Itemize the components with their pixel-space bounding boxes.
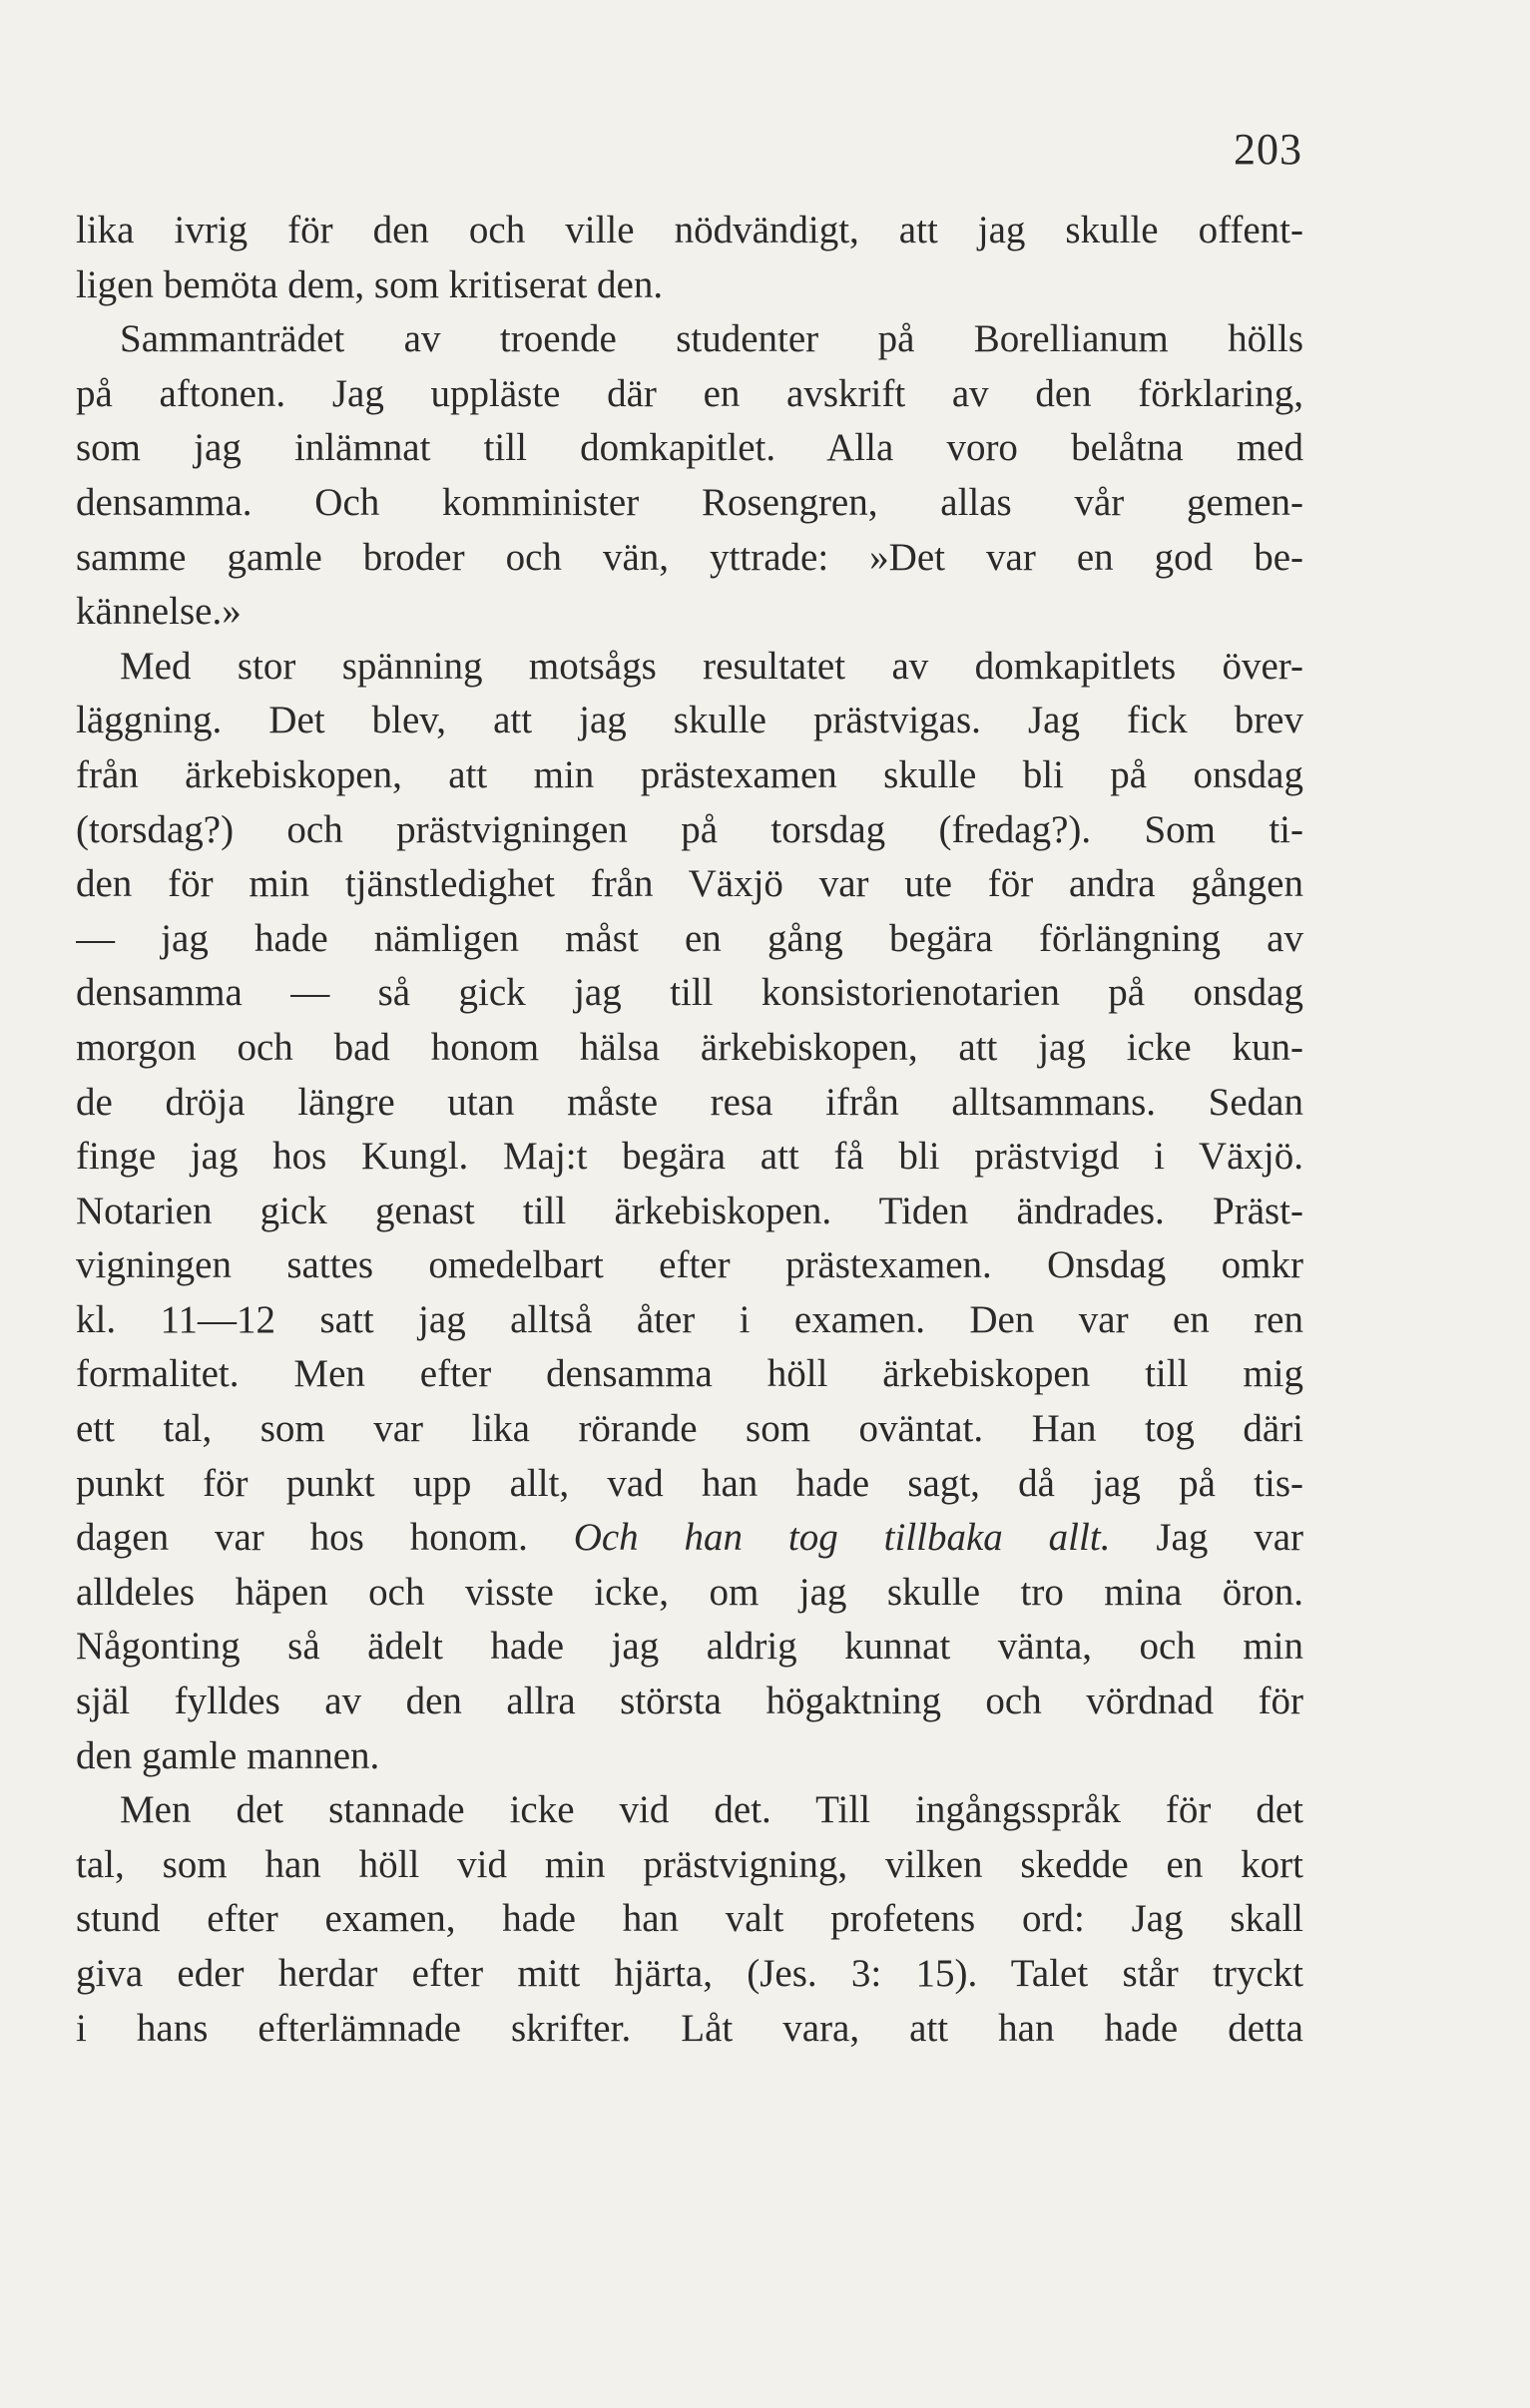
text-line: alldeles häpen och visste icke, om jag skulle tro mina öron. (76, 1570, 1303, 1614)
text-line: kännelse.» (76, 590, 242, 634)
text-line: Sammanträdet av troende studenter på Borellianum hölls (120, 317, 1303, 361)
text-line: kl. 11—12 satt jag alltså åter i examen. Den var en ren (76, 1297, 1303, 1341)
italic-emphasis: Och han tog tillbaka allt. (573, 1516, 1111, 1560)
text-line: tal, som han höll vid min prästvigning, vilken skedde en kort (76, 1842, 1303, 1886)
text-line: från ärkebiskopen, att min prästexamen skulle bli på onsdag (76, 752, 1303, 796)
text-line: Men det stannade icke vid det. Till ingångsspråk för det (120, 1788, 1303, 1832)
text-segment: Jag var (1110, 1516, 1303, 1560)
text-line: de dröja längre utan måste resa ifrån alltsammans. Sedan (76, 1080, 1303, 1124)
text-line: (torsdag?) och prästvigningen på torsdag (fredag?). Som ti- (76, 807, 1303, 851)
text-line: lika ivrig för den och ville nödvändigt, att jag skulle offent- (76, 209, 1303, 251)
text-line: själ fylldes av den allra största högaktning och vördnad för (76, 1680, 1303, 1723)
text-line: finge jag hos Kungl. Maj:t begära att få bli prästvigd i Växjö. (76, 1135, 1303, 1179)
text-line: punkt för punkt upp allt, vad han hade sagt, då jag på tis- (76, 1461, 1303, 1505)
text-line: på aftonen. Jag uppläste där en avskrift av den förklaring, (76, 371, 1303, 415)
text-line: ett tal, som var lika rörande som oväntat. Han tog däri (76, 1407, 1303, 1451)
text-line: som jag inlämnat till domkapitlet. Alla voro belåtna med (76, 426, 1303, 470)
text-line: Med stor spänning motsågs resultatet av domkapitlets över- (120, 644, 1303, 688)
text-line: Någonting så ädelt hade jag aldrig kunnat vänta, och min (76, 1625, 1303, 1669)
text-line (76, 1511, 1303, 1566)
text-line: stund efter examen, hade han valt profetens ord: Jag skall (76, 1897, 1303, 1941)
text-line: den för min tjänstledighet från Växjö var ute för andra gången (76, 862, 1303, 906)
text-line: morgon och bad honom hälsa ärkebiskopen, att jag icke kun- (76, 1025, 1303, 1069)
text-line: — jag hade nämligen måst en gång begära förlängning av (76, 916, 1303, 960)
text-line: läggning. Det blev, att jag skulle prästvigas. Jag fick brev (76, 699, 1303, 742)
text-line: vigningen sattes omedelbart efter prästexamen. Onsdag omkr (76, 1243, 1303, 1287)
text-line: samme gamle broder och vän, yttrade: »Det var en god be- (76, 535, 1303, 579)
text-line: den gamle mannen. (76, 1733, 380, 1777)
text-line: i hans efterlämnade skrifter. Låt vara, att han hade detta (76, 2006, 1303, 2050)
page-number: 203 (1234, 125, 1302, 174)
text-line: ligen bemöta dem, som kritiserat den. (76, 262, 664, 306)
text-line: densamma. Och komminister Rosengren, allas vår gemen- (76, 480, 1303, 524)
text-line: densamma — så gick jag till konsistorienotarien på onsdag (76, 971, 1303, 1015)
text-line: formalitet. Men efter densamma höll ärkebiskopen till mig (76, 1352, 1303, 1396)
text-segment: dagen var hos honom. (76, 1516, 574, 1560)
text-line: Notarien gick genast till ärkebiskopen. Tiden ändrades. Präst- (76, 1189, 1303, 1232)
body-text (76, 204, 1303, 2056)
text-line: giva eder herdar efter mitt hjärta, (Jes. 3: 15). Talet står tryckt (76, 1952, 1303, 1995)
